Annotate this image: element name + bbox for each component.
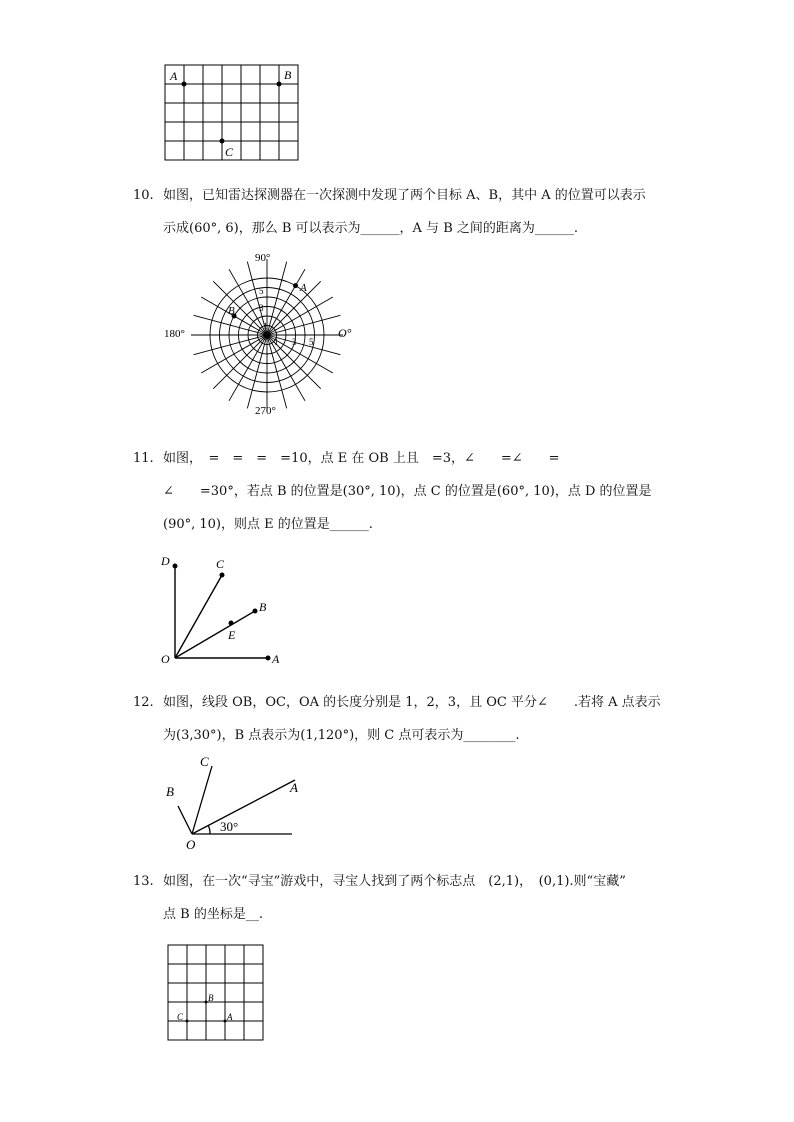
rays-figure-q12	[160, 748, 310, 850]
question-number: 12.	[133, 695, 154, 710]
angle-label-90: 90°	[255, 252, 271, 264]
label-e: E	[228, 628, 236, 642]
ring-label: 3	[292, 337, 297, 347]
label-a: A	[170, 69, 178, 83]
angle-label-180: 180°	[164, 328, 185, 340]
question-13	[133, 872, 693, 925]
question-text-line: 如图，在一次“寻宝”游戏中，寻宝人找到了两个标志点 (2,1)， (0,1).则“宝藏”	[163, 874, 626, 889]
ring-label: 5	[309, 337, 314, 347]
label-o: O	[186, 837, 196, 850]
label-d: D	[161, 554, 170, 568]
angle-label-0: O°	[338, 326, 352, 340]
question-text-line: 为(3,30°)，B 点表示为(1,120°)，则 C 点可表示为________.	[163, 728, 520, 743]
grid-figure-q9	[160, 62, 305, 166]
ring-label: 3	[259, 303, 264, 313]
radar-figure-q10	[160, 248, 375, 418]
question-text-line: 如图，已知雷达探测器在一次探测中发现了两个目标 A、B，其中 A 的位置可以表示	[163, 188, 646, 203]
ring-label: 1	[263, 321, 268, 331]
angles-figure-q11	[155, 548, 295, 673]
label-a: A	[290, 780, 298, 795]
ring-label: 5	[259, 286, 264, 296]
label-b: B	[208, 993, 214, 1003]
label-b: B	[259, 600, 267, 614]
question-text-line: ∠ =30°，若点 B 的位置是(30°, 10)，点 C 的位置是(60°, 10)，点 D 的位置是	[163, 484, 652, 499]
question-text-line: 如图， = = = =10，点 E 在 OB 上且 =3，∠ =∠ =	[163, 451, 560, 466]
label-o: O	[161, 652, 170, 666]
point-a	[182, 82, 187, 87]
point-a	[293, 283, 298, 288]
label-c: C	[225, 145, 234, 159]
question-10	[133, 186, 693, 239]
label-a: A	[300, 282, 307, 294]
question-number: 10.	[133, 188, 154, 203]
label-a: A	[272, 652, 280, 666]
label-c: C	[216, 557, 225, 571]
ring-label: 1	[274, 337, 279, 347]
question-text-line: (90°, 10)，则点 E 的位置是______.	[163, 517, 373, 532]
question-text-line: 如图，线段 OB，OC，OA 的长度分别是 1，2，3，且 OC 平分∠ .若将 A 点表示	[163, 695, 661, 710]
label-b: B	[228, 305, 235, 317]
point-b	[277, 82, 282, 87]
question-number: 13.	[133, 874, 154, 889]
label-c: C	[177, 1012, 184, 1022]
angle-label: 30°	[220, 819, 239, 834]
angle-label-270: 270°	[255, 405, 276, 417]
label-c: C	[200, 754, 209, 769]
question-12	[133, 693, 693, 746]
question-text-line: 示成(60°, 6)，那么 B 可以表示为______，A 与 B 之间的距离为______.	[163, 221, 579, 236]
label-b: B	[166, 784, 174, 799]
question-text-line: 点 B 的坐标是__.	[163, 907, 263, 922]
question-number: 11.	[133, 451, 154, 466]
point-c	[220, 139, 225, 144]
label-a: A	[227, 1012, 233, 1022]
question-11	[133, 449, 693, 535]
grid-figure-q13	[165, 942, 267, 1044]
label-b: B	[284, 68, 292, 82]
